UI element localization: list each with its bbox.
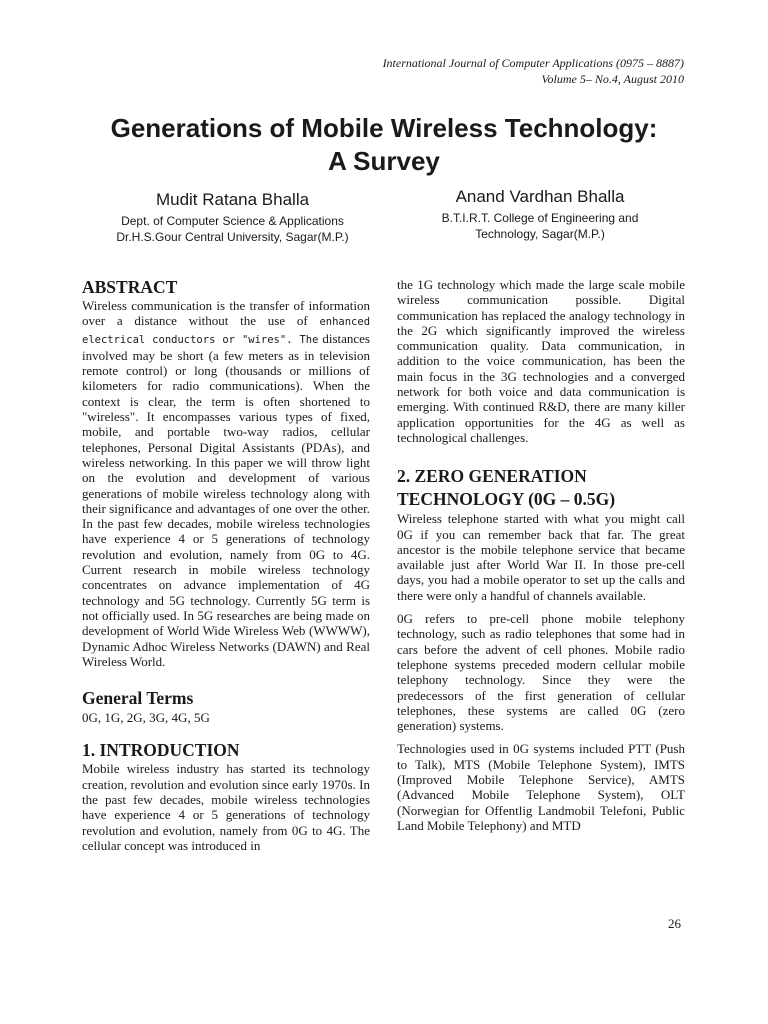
author-block-1 xyxy=(80,189,385,245)
abstract-text-mono: enhanced electrical conductors or "wires". The xyxy=(82,316,371,346)
heading-line: 2. ZERO GENERATION xyxy=(397,466,587,487)
journal-name: International Journal of Computer Applications (0975 – 8887) xyxy=(382,56,684,70)
general-terms-text: 0G, 1G, 2G, 3G, 4G, 5G xyxy=(82,710,210,726)
title-line-2: A Survey xyxy=(328,146,440,176)
author-affiliation-line: Technology, Sagar(M.P.) xyxy=(475,227,605,241)
author-affiliation-line: B.T.I.R.T. College of Engineering and xyxy=(441,211,639,225)
page-number: 26 xyxy=(668,916,681,931)
journal-header xyxy=(383,55,684,87)
author-block-2 xyxy=(385,186,695,242)
abstract-text-rest: distances involved may be short (a few meters as in television remote control) or long (thousands or millions of kilometers for radio communications). When the context is clear, the term is often shortened to "wireless". It encompasses various types of fixed, mobile, and portable two-way radios, cellular telephones, Personal Digital Assistants (PDAs), and wireless networking. In this paper we will throw light on the evolution and development of various generations of mobile wireless technology along with their significance and advantages of one over the other. In the past few decades, mobile wireless technologies have experience 4 or 5 generations of technology revolution and evolution, namely from 0G to 4G. Current research in mobile wireless technology concentrates on advance implementation of 4G technology and 5G technology. Currently 5G term is not officially used. In 5G researches are being made on development of World Wide Wireless Web (WWWW), Dynamic Adhoc Wireless Networks (DAWN) and Real Wireless World. xyxy=(82,330,370,669)
journal-volume: Volume 5– No.4, August 2010 xyxy=(541,72,684,86)
abstract-text-start: Wireless communication is the transfer of information over a distance without the use of xyxy=(82,298,370,329)
zero-generation-heading xyxy=(397,465,685,511)
paper-title xyxy=(0,112,768,178)
paragraph: Wireless telephone started with what you might call 0G if you can remember back that far. The great ancestor is the mobile telephone service that became available just after World War II. In those pre-cell days, you had a mobile operator to set up the calls and there were only a handful of channels available. xyxy=(397,511,685,603)
introduction-text: Mobile wireless industry has started its technology creation, revolution and evolution since early 1970s. In the past few decades, mobile wireless technologies have experience 4 or 5 generations of technology revolution and evolution, namely from 0G to 4G. The cellular concept was introduced in xyxy=(82,761,370,853)
abstract-heading: ABSTRACT xyxy=(82,277,178,297)
paragraph: 0G refers to pre-cell phone mobile telephony technology, such as radio telephones that some had in cars before the advent of cell phones. Mobile radio telephone systems preceded modern cellular mobile telephony technology. Since they were the predecessors of the first generation of cellular telephones, these systems are called 0G (zero generation) systems. xyxy=(397,611,685,734)
paragraph: Technologies used in 0G systems included PTT (Push to Talk), MTS (Mobile Telephone System), IMTS (Improved Mobile Telephone Service), AMTS (Advanced Mobile Telephone System), OLT (Norwegian for Offentlig Landmobil Telefoni, Public Land Mobile Telephony) and MTD xyxy=(397,741,685,833)
left-column xyxy=(82,276,370,853)
author-affiliation-line: Dr.H.S.Gour Central University, Sagar(M.P.) xyxy=(116,230,349,244)
right-column xyxy=(397,277,685,833)
heading-line: TECHNOLOGY (0G – 0.5G) xyxy=(397,489,616,510)
author-name: Anand Vardhan Bhalla xyxy=(455,187,625,206)
author-name: Mudit Ratana Bhalla xyxy=(155,190,310,209)
introduction-heading: 1. INTRODUCTION xyxy=(82,740,240,761)
general-terms-heading: General Terms xyxy=(82,688,194,709)
introduction-continued-text: the 1G technology which made the large scale mobile wireless communication possible. Digital communication has replaced the analogy technology in the 2G which significantly improved the wireless communication quality. Data communication, in addition to the voice communication, has been the main focus in the 3G technologies and a converged network for both voice and data communication is emerging. With continued R&D, there are many killer application opportunities for the 4G as well as technological challenges. xyxy=(397,277,685,445)
title-line-1: Generations of Mobile Wireless Technology: xyxy=(110,113,658,143)
author-affiliation-line: Dept. of Computer Science & Applications xyxy=(121,214,344,228)
abstract-text xyxy=(82,298,370,669)
